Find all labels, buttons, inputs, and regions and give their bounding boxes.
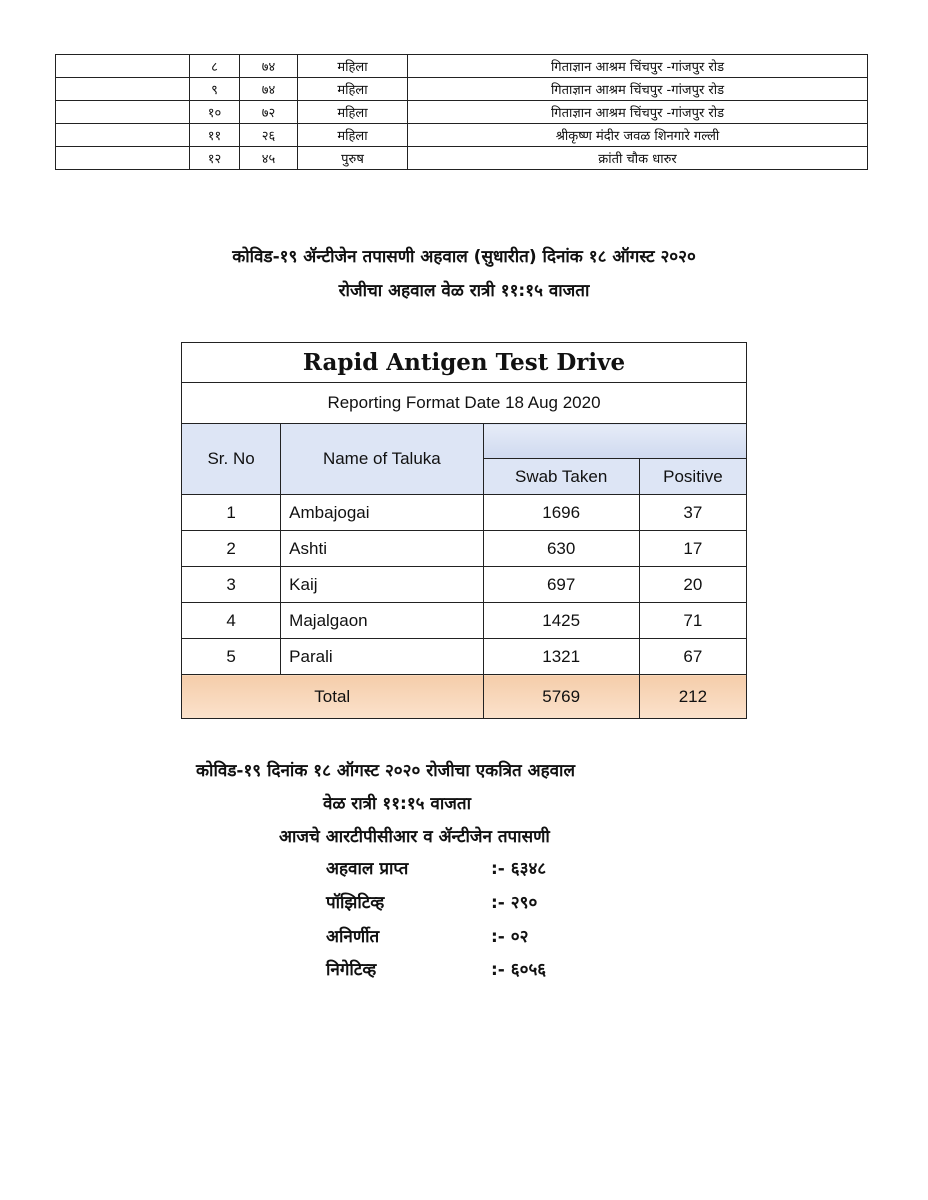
positive-cell: 37 [639,495,746,531]
table-title: Rapid Antigen Test Drive [182,343,747,383]
age-cell: ४५ [240,147,298,170]
summary-value: :- २९० [491,893,538,913]
table-row [182,567,747,603]
blank-cell [56,147,190,170]
serial-cell: ११ [190,124,240,147]
total-label: Total [182,675,484,719]
positive-cell: 71 [639,603,746,639]
address-cell: गिताज्ञान आश्रम चिंचपुर -गांजपुर रोड [408,55,868,78]
summary-time: वेळ रात्री ११:१५ वाजता [323,794,471,814]
total-positive: 212 [639,675,746,719]
table-row [182,495,747,531]
gender-cell: महिला [298,124,408,147]
table-subtitle: Reporting Format Date 18 Aug 2020 [182,383,747,424]
age-cell: २६ [240,124,298,147]
positive-cell: 17 [639,531,746,567]
swab-cell: 697 [483,567,639,603]
gender-cell: महिला [298,101,408,124]
summary-item [326,957,547,980]
blank-cell [56,55,190,78]
address-cell: गिताज्ञान आश्रम चिंचपुर -गांजपुर रोड [408,101,868,124]
summary-value: :- ६०५६ [491,960,547,980]
swab-cell: 1425 [483,603,639,639]
swab-cell: 630 [483,531,639,567]
blank-cell [56,101,190,124]
summary-value: :- ६३४८ [491,859,547,879]
table-row [56,147,868,170]
taluka-cell: Majalgaon [281,603,483,639]
address-cell: गिताज्ञान आश्रम चिंचपुर -गांजपुर रोड [408,78,868,101]
table-row [182,639,747,675]
swab-cell: 1696 [483,495,639,531]
age-cell: ७४ [240,78,298,101]
serial-cell: १० [190,101,240,124]
patient-table [55,54,868,170]
table-row [56,124,868,147]
table-row [182,603,747,639]
sr-cell: 5 [182,639,281,675]
summary-label: निगेटिव्ह [326,960,377,980]
sr-cell: 1 [182,495,281,531]
summary-item [326,924,529,947]
address-cell: श्रीकृष्ण मंदीर जवळ शिनगारे गल्ली [408,124,868,147]
blank-cell [56,78,190,101]
blank-cell [56,124,190,147]
sr-cell: 2 [182,531,281,567]
header-taluka: Name of Taluka [281,424,483,495]
rapid-antigen-table [181,342,747,719]
summary-heading: कोविड-१९ दिनांक १८ ऑगस्ट २०२० रोजीचा एकत्रित अहवाल [196,761,575,781]
antigen-report-heading: कोविड-१९ ॲन्टीजेन तपासणी अहवाल (सुधारीत) दिनांक १८ ऑगस्ट २०२० [232,247,696,267]
summary-item [326,856,547,879]
positive-cell: 67 [639,639,746,675]
serial-cell: ९ [190,78,240,101]
taluka-cell: Kaij [281,567,483,603]
swab-cell: 1321 [483,639,639,675]
header-swab-taken: Swab Taken [483,459,639,495]
header-sr-no: Sr. No [182,424,281,495]
taluka-cell: Ashti [281,531,483,567]
header-group [483,424,746,459]
header-positive: Positive [639,459,746,495]
summary-value: :- ०२ [491,927,529,947]
address-cell: क्रांती चौक धारुर [408,147,868,170]
table-row [56,101,868,124]
serial-cell: १२ [190,147,240,170]
age-cell: ७४ [240,55,298,78]
table-row [56,55,868,78]
taluka-cell: Parali [281,639,483,675]
table-row [56,78,868,101]
total-row [182,675,747,719]
sr-cell: 4 [182,603,281,639]
age-cell: ७२ [240,101,298,124]
gender-cell: महिला [298,55,408,78]
serial-cell: ८ [190,55,240,78]
table-row [182,531,747,567]
summary-label: अनिर्णीत [326,927,380,947]
summary-subheading: आजचे आरटीपीसीआर व ॲन्टीजेन तपासणी [279,827,550,847]
antigen-report-subheading: रोजीचा अहवाल वेळ रात्री ११:१५ वाजता [338,281,590,301]
total-swab: 5769 [483,675,639,719]
summary-label: अहवाल प्राप्त [326,859,409,879]
summary-item [326,890,538,913]
gender-cell: महिला [298,78,408,101]
sr-cell: 3 [182,567,281,603]
positive-cell: 20 [639,567,746,603]
summary-label: पॉझिटिव्ह [326,893,385,913]
gender-cell: पुरुष [298,147,408,170]
taluka-cell: Ambajogai [281,495,483,531]
